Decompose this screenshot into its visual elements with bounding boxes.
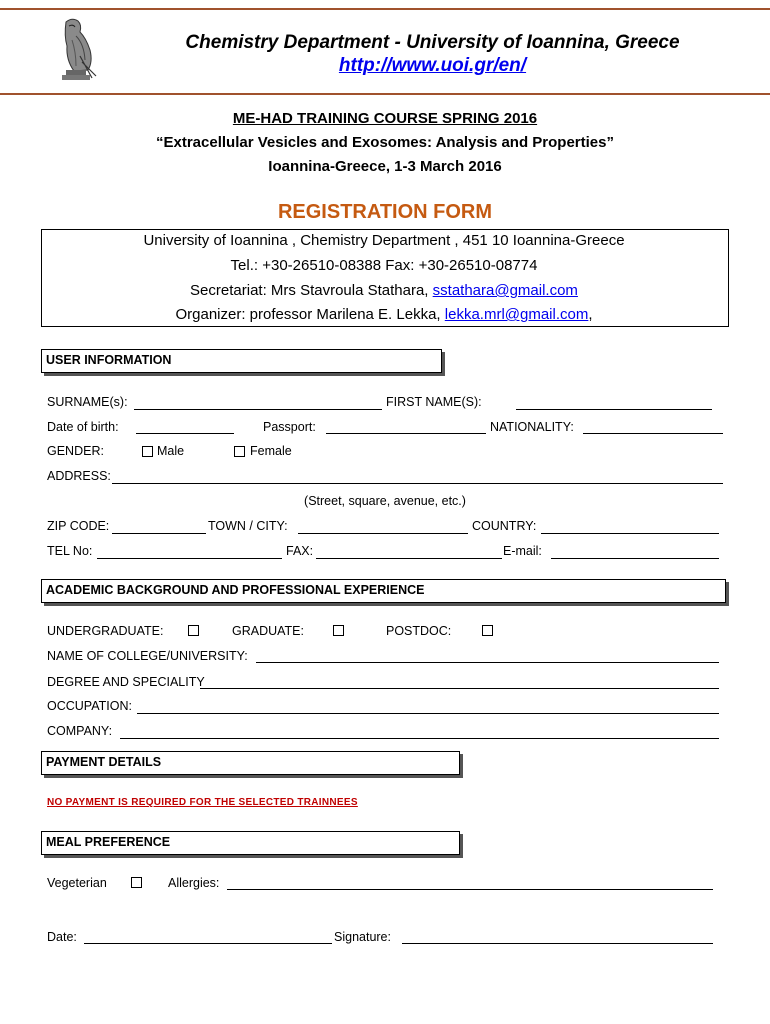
company-label: COMPANY: [47, 724, 113, 738]
user-info-heading [41, 349, 442, 373]
phone-fax: Tel.: +30-26510-08388 Fax: +30-26510-08774 [230, 257, 538, 274]
surname-field[interactable] [134, 409, 382, 410]
graduate-label: GRADUATE: [232, 624, 304, 638]
degree-label: DEGREE AND SPECIALITY [47, 675, 205, 689]
payment-heading [41, 751, 460, 775]
college-label: NAME OF COLLEGE/UNIVERSITY: [47, 649, 248, 663]
country-field[interactable] [541, 533, 719, 534]
undergraduate-label: UNDERGRADUATE: [47, 624, 164, 638]
department-address: University of Ioannina , Chemistry Department , 451 10 Ioannina-Greece [143, 232, 625, 249]
female-checkbox[interactable] [234, 446, 245, 457]
dob-field[interactable] [136, 433, 234, 434]
header-bottom-rule [0, 93, 770, 95]
allergies-field[interactable] [227, 889, 713, 890]
nationality-label: NATIONALITY: [490, 420, 574, 434]
passport-field[interactable] [326, 433, 486, 434]
top-rule [0, 8, 770, 10]
town-field[interactable] [298, 533, 468, 534]
university-link[interactable]: http://www.uoi.gr/en/ [338, 55, 527, 76]
course-location-date: Ioannina-Greece, 1-3 March 2016 [268, 158, 502, 175]
payment-heading-label: PAYMENT DETAILS [46, 755, 162, 769]
meal-heading-label: MEAL PREFERENCE [46, 835, 171, 849]
country-label: COUNTRY: [472, 519, 537, 533]
postdoc-label: POSTDOC: [386, 624, 452, 638]
town-label: TOWN / CITY: [208, 519, 288, 533]
email-label: E-mail: [503, 544, 542, 558]
academic-heading [41, 579, 726, 603]
academic-heading-label: ACADEMIC BACKGROUND AND PROFESSIONAL EXPERIENCE [46, 583, 425, 597]
user-info-heading-label: USER INFORMATION [46, 353, 172, 367]
zip-label: ZIP CODE: [47, 519, 110, 533]
passport-label: Passport: [263, 420, 316, 434]
email-field[interactable] [551, 558, 719, 559]
vegetarian-label: Vegeterian [47, 876, 107, 890]
registration-form-title: REGISTRATION FORM [277, 201, 493, 223]
address-hint: (Street, square, avenue, etc.) [304, 494, 466, 508]
dob-label: Date of birth: [47, 420, 119, 434]
surname-label: SURNAME(s): [47, 395, 128, 409]
college-field[interactable] [256, 662, 719, 663]
graduate-checkbox[interactable] [333, 625, 344, 636]
fax-field[interactable] [316, 558, 502, 559]
department-title: Chemistry Department - University of Ioannina, Greece [185, 32, 680, 53]
first-name-field[interactable] [516, 409, 712, 410]
signature-label: Signature: [334, 930, 391, 944]
vegetarian-checkbox[interactable] [131, 877, 142, 888]
meal-heading [41, 831, 460, 855]
occupation-label: OCCUPATION: [47, 699, 132, 713]
zip-field[interactable] [112, 533, 206, 534]
address-label: ADDRESS: [47, 469, 111, 483]
occupation-field[interactable] [137, 713, 719, 714]
tel-label: TEL No: [47, 544, 93, 558]
allergies-label: Allergies: [168, 876, 220, 890]
first-name-label: FIRST NAME(S): [386, 395, 482, 409]
organizer-label: Organizer: professor Marilena E. Lekka, [175, 306, 445, 323]
course-topic: “Extracellular Vesicles and Exosomes: Analysis and Properties” [156, 134, 614, 151]
address-field[interactable] [112, 483, 723, 484]
secretariat-line [41, 282, 727, 299]
postdoc-checkbox[interactable] [482, 625, 493, 636]
signature-field[interactable] [402, 943, 713, 944]
gender-label: GENDER: [47, 444, 104, 458]
secretariat-email-link[interactable]: sstathara@gmail.com [432, 282, 578, 299]
male-label: Male [157, 444, 185, 458]
fax-label: FAX: [286, 544, 314, 558]
female-label: Female [250, 444, 292, 458]
no-payment-note: NO PAYMENT IS REQUIRED FOR THE SELECTED TRAINNEES [47, 797, 358, 808]
degree-field[interactable] [200, 688, 719, 689]
date-field[interactable] [84, 943, 332, 944]
company-field[interactable] [120, 738, 719, 739]
organizer-email-link[interactable]: lekka.mrl@gmail.com [444, 306, 589, 323]
date-label: Date: [47, 930, 77, 944]
undergraduate-checkbox[interactable] [188, 625, 199, 636]
organizer-suffix: , [588, 306, 593, 323]
course-name: ME-HAD TRAINING COURSE SPRING 2016 [232, 110, 538, 127]
nationality-field[interactable] [583, 433, 723, 434]
secretariat-label: Secretariat: Mrs Stavroula Stathara, [190, 282, 433, 299]
tel-field[interactable] [97, 558, 282, 559]
organizer-line [41, 306, 727, 323]
male-checkbox[interactable] [142, 446, 153, 457]
